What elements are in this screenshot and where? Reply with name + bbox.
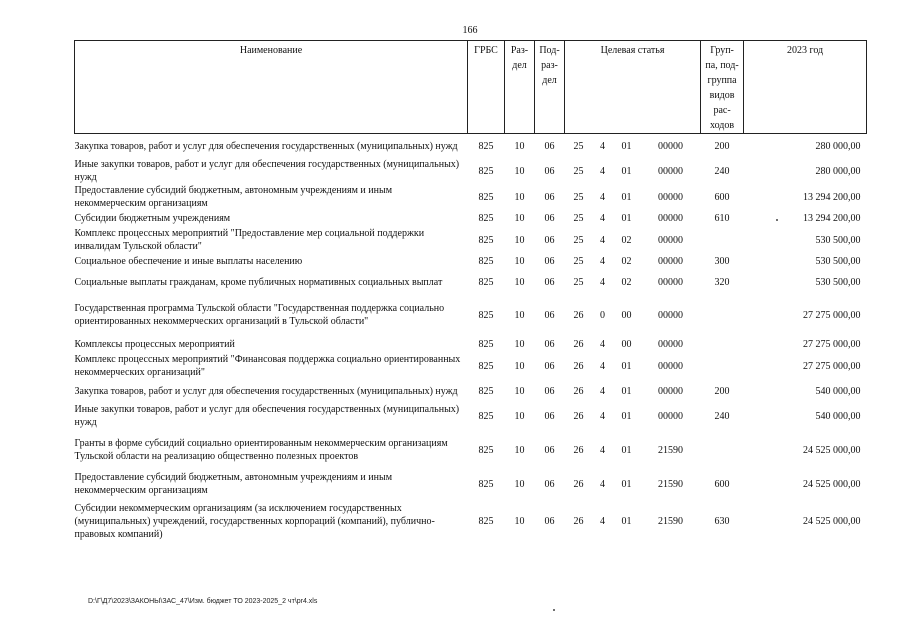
row-target-direction: 00000: [658, 191, 684, 203]
row-target-program: 26: [573, 360, 584, 372]
budget-table: [74, 40, 867, 545]
table-row: [75, 184, 867, 210]
row-razdel: 10: [514, 478, 525, 490]
table-row: [75, 471, 867, 497]
row-name: Иные закупки товаров, работ и услуг для обеспечения государственных (муниципальных) нужд: [74, 404, 460, 428]
row-amount: 530 500,00: [815, 256, 861, 267]
row-target-direction: 00000: [658, 276, 684, 288]
row-name: Предоставление субсидий бюджетным, автономным учреждениям и иным некоммерческим организациям: [74, 472, 393, 496]
row-name: Гранты в форме субсидий социально ориентированным некоммерческим организациям Тульской области на реализацию общественно полезных проектов: [74, 438, 448, 462]
row-target-subprogram: 01: [621, 140, 632, 152]
row-target-program: 26: [573, 444, 584, 456]
row-razdel: 10: [514, 444, 525, 456]
row-name: Иные закупки товаров, работ и услуг для обеспечения государственных (муниципальных) нужд: [74, 159, 460, 183]
row-target-direction: 00000: [658, 140, 684, 152]
row-name: Комплексы процессных мероприятий: [74, 339, 235, 350]
header-name: Наименование: [75, 41, 468, 134]
row-grbs: 825: [478, 276, 494, 288]
row-expense-group: 240: [714, 410, 730, 422]
row-podrazdel: 06: [544, 165, 555, 177]
row-grbs: 825: [478, 478, 494, 490]
table-row: [75, 294, 867, 336]
row-expense-group: [701, 353, 744, 379]
row-podrazdel: 06: [544, 309, 555, 321]
row-target-direction: 00000: [658, 256, 684, 267]
row-target-program: 26: [573, 385, 584, 397]
row-amount: 280 000,00: [815, 165, 861, 177]
row-target-type: 0: [600, 309, 605, 321]
row-razdel: 10: [514, 276, 525, 288]
table-row: [75, 497, 867, 545]
row-amount: 13 294 200,00: [803, 213, 861, 224]
row-amount: 27 275 000,00: [803, 360, 861, 372]
row-name: Субсидии бюджетным учреждениям: [74, 213, 231, 224]
row-razdel: 10: [514, 165, 525, 177]
table-row: [75, 253, 867, 270]
table-row: [75, 227, 867, 253]
table-header-row: [75, 41, 867, 134]
row-amount: 530 500,00: [815, 234, 861, 246]
row-name: Закупка товаров, работ и услуг для обеспечения государственных (муниципальных) нужд: [74, 385, 458, 397]
row-grbs: 825: [478, 234, 494, 246]
row-target-program: 26: [573, 410, 584, 422]
row-target-type: 4: [600, 478, 605, 490]
row-target-program: 26: [573, 515, 584, 527]
row-target-program: 25: [573, 213, 584, 224]
row-target-direction: 00000: [658, 213, 684, 224]
footer-file-path: D:\Г\Д7\2023\ЗАКОНЫ\ЗАС_47\Изм. бюджет ТО 2023-2025_2 чт\pr4.xls: [88, 598, 318, 605]
row-target-subprogram: 02: [621, 234, 632, 246]
row-podrazdel: 06: [544, 339, 555, 350]
row-grbs: 825: [478, 360, 494, 372]
row-target-subprogram: 01: [621, 165, 632, 177]
row-target-subprogram: 02: [621, 256, 632, 267]
row-expense-group: 600: [714, 191, 730, 203]
row-target-direction: 21590: [658, 444, 684, 456]
row-amount: 13 294 200,00: [803, 191, 861, 203]
row-target-program: 25: [573, 276, 584, 288]
header-target: Целевая статья: [565, 41, 701, 134]
row-name: Социальное обеспечение и иные выплаты населению: [74, 256, 303, 267]
row-grbs: 825: [478, 256, 494, 267]
table-row: [75, 353, 867, 379]
row-target-subprogram: 01: [621, 191, 632, 203]
row-target-subprogram: 00: [621, 339, 632, 350]
table-row: [75, 270, 867, 294]
row-target-type: 4: [600, 515, 605, 527]
table-body: [75, 134, 867, 546]
row-razdel: 10: [514, 234, 525, 246]
row-expense-group: 240: [714, 165, 730, 177]
row-target-subprogram: 00: [621, 309, 632, 321]
row-target-type: 4: [600, 410, 605, 422]
row-razdel: 10: [514, 213, 525, 224]
row-expense-group: 610: [714, 213, 730, 224]
table-row: [75, 403, 867, 429]
row-name: Комплекс процессных мероприятий "Финансовая поддержка социально ориентированных некоммерческих организаций": [74, 354, 461, 378]
row-razdel: 10: [514, 140, 525, 152]
row-podrazdel: 06: [544, 234, 555, 246]
row-name: Предоставление субсидий бюджетным, автономным учреждениям и иным некоммерческим организациям: [74, 185, 393, 209]
row-expense-group: [701, 227, 744, 253]
row-target-program: 25: [573, 165, 584, 177]
row-podrazdel: 06: [544, 385, 555, 397]
row-razdel: 10: [514, 256, 525, 267]
row-grbs: 825: [478, 140, 494, 152]
header-year: 2023 год: [744, 41, 867, 134]
row-razdel: 10: [514, 191, 525, 203]
row-target-type: 4: [600, 276, 605, 288]
row-podrazdel: 06: [544, 444, 555, 456]
row-target-subprogram: 01: [621, 360, 632, 372]
row-target-type: 4: [600, 213, 605, 224]
row-amount: 24 525 000,00: [803, 515, 861, 527]
row-name: Государственная программа Тульской области "Государственная поддержка социально ориентированных некоммерческих организаций в Тульской области": [74, 303, 445, 327]
row-grbs: 825: [478, 191, 494, 203]
row-podrazdel: 06: [544, 213, 555, 224]
row-razdel: 10: [514, 385, 525, 397]
table-row: [75, 336, 867, 353]
row-grbs: 825: [478, 410, 494, 422]
table-row: [75, 210, 867, 227]
row-target-direction: 21590: [658, 515, 684, 527]
row-amount: 280 000,00: [815, 140, 861, 152]
page-number: 166: [462, 25, 478, 36]
row-name: Социальные выплаты гражданам, кроме публичных нормативных социальных выплат: [74, 276, 443, 288]
row-name: Закупка товаров, работ и услуг для обеспечения государственных (муниципальных) нужд: [74, 140, 458, 152]
row-podrazdel: 06: [544, 256, 555, 267]
scan-speck: [776, 219, 778, 221]
row-razdel: 10: [514, 410, 525, 422]
row-grbs: 825: [478, 309, 494, 321]
table-row: [75, 379, 867, 403]
row-target-type: 4: [600, 360, 605, 372]
row-expense-group: 200: [714, 385, 730, 397]
table-row: [75, 158, 867, 184]
row-target-subprogram: 01: [621, 213, 632, 224]
row-expense-group: [701, 336, 744, 353]
row-target-subprogram: 01: [621, 444, 632, 456]
row-amount: 27 275 000,00: [803, 309, 861, 321]
row-grbs: 825: [478, 213, 494, 224]
row-target-direction: 00000: [658, 360, 684, 372]
row-amount: 540 000,00: [815, 410, 861, 422]
row-target-direction: 00000: [658, 165, 684, 177]
row-amount: 27 275 000,00: [803, 339, 861, 350]
row-target-program: 26: [573, 478, 584, 490]
row-target-type: 4: [600, 385, 605, 397]
row-target-type: 4: [600, 234, 605, 246]
row-target-subprogram: 01: [621, 410, 632, 422]
row-grbs: 825: [478, 339, 494, 350]
row-grbs: 825: [478, 165, 494, 177]
scan-speck: [553, 609, 555, 611]
row-target-direction: 00000: [658, 339, 684, 350]
row-target-subprogram: 01: [621, 385, 632, 397]
row-target-subprogram: 01: [621, 478, 632, 490]
row-target-type: 4: [600, 444, 605, 456]
row-podrazdel: 06: [544, 360, 555, 372]
header-grbs: ГРБС: [468, 41, 505, 134]
row-podrazdel: 06: [544, 478, 555, 490]
row-target-type: 4: [600, 191, 605, 203]
row-expense-group: 630: [714, 515, 730, 527]
row-target-program: 26: [573, 339, 584, 350]
row-target-type: 4: [600, 140, 605, 152]
row-expense-group: [701, 294, 744, 336]
row-expense-group: 320: [714, 276, 730, 288]
row-razdel: 10: [514, 309, 525, 321]
row-target-type: 4: [600, 165, 605, 177]
row-target-program: 25: [573, 191, 584, 203]
row-target-type: 4: [600, 339, 605, 350]
row-target-type: 4: [600, 256, 605, 267]
row-target-program: 25: [573, 234, 584, 246]
row-target-program: 25: [573, 140, 584, 152]
row-podrazdel: 06: [544, 515, 555, 527]
row-amount: 530 500,00: [815, 276, 861, 288]
row-target-direction: 00000: [658, 410, 684, 422]
row-grbs: 825: [478, 515, 494, 527]
row-target-subprogram: 01: [621, 515, 632, 527]
row-podrazdel: 06: [544, 410, 555, 422]
header-razdel: Раз- дел: [505, 41, 535, 134]
row-razdel: 10: [514, 515, 525, 527]
row-target-subprogram: 02: [621, 276, 632, 288]
row-podrazdel: 06: [544, 140, 555, 152]
row-name: Субсидии некоммерческим организациям (за исключением государственных (муниципальных) учреждений, государственных корпораций (компаний), публично-правовых компаний): [74, 502, 435, 540]
row-expense-group: 600: [714, 478, 730, 490]
row-amount: 24 525 000,00: [803, 444, 861, 456]
header-podrazdel: Под- раз- дел: [535, 41, 565, 134]
table-row: [75, 429, 867, 471]
row-expense-group: [701, 429, 744, 471]
row-target-direction: 21590: [658, 478, 684, 490]
row-target-program: 25: [573, 256, 584, 267]
row-expense-group: 300: [714, 256, 730, 267]
row-name: Комплекс процессных мероприятий "Предоставление мер социальной поддержки инвалидам Тульской области": [74, 228, 425, 252]
row-target-direction: 00000: [658, 309, 684, 321]
row-target-direction: 00000: [658, 385, 684, 397]
row-grbs: 825: [478, 444, 494, 456]
row-razdel: 10: [514, 360, 525, 372]
row-amount: 540 000,00: [815, 385, 861, 397]
row-target-direction: 00000: [658, 234, 684, 246]
row-podrazdel: 06: [544, 276, 555, 288]
row-amount: 24 525 000,00: [803, 478, 861, 490]
row-target-program: 26: [573, 309, 584, 321]
row-podrazdel: 06: [544, 191, 555, 203]
row-razdel: 10: [514, 339, 525, 350]
row-expense-group: 200: [714, 140, 730, 152]
header-vr: Груп- па, под- группа видов рас- ходов: [701, 41, 744, 134]
table-row: [75, 134, 867, 159]
row-grbs: 825: [478, 385, 494, 397]
